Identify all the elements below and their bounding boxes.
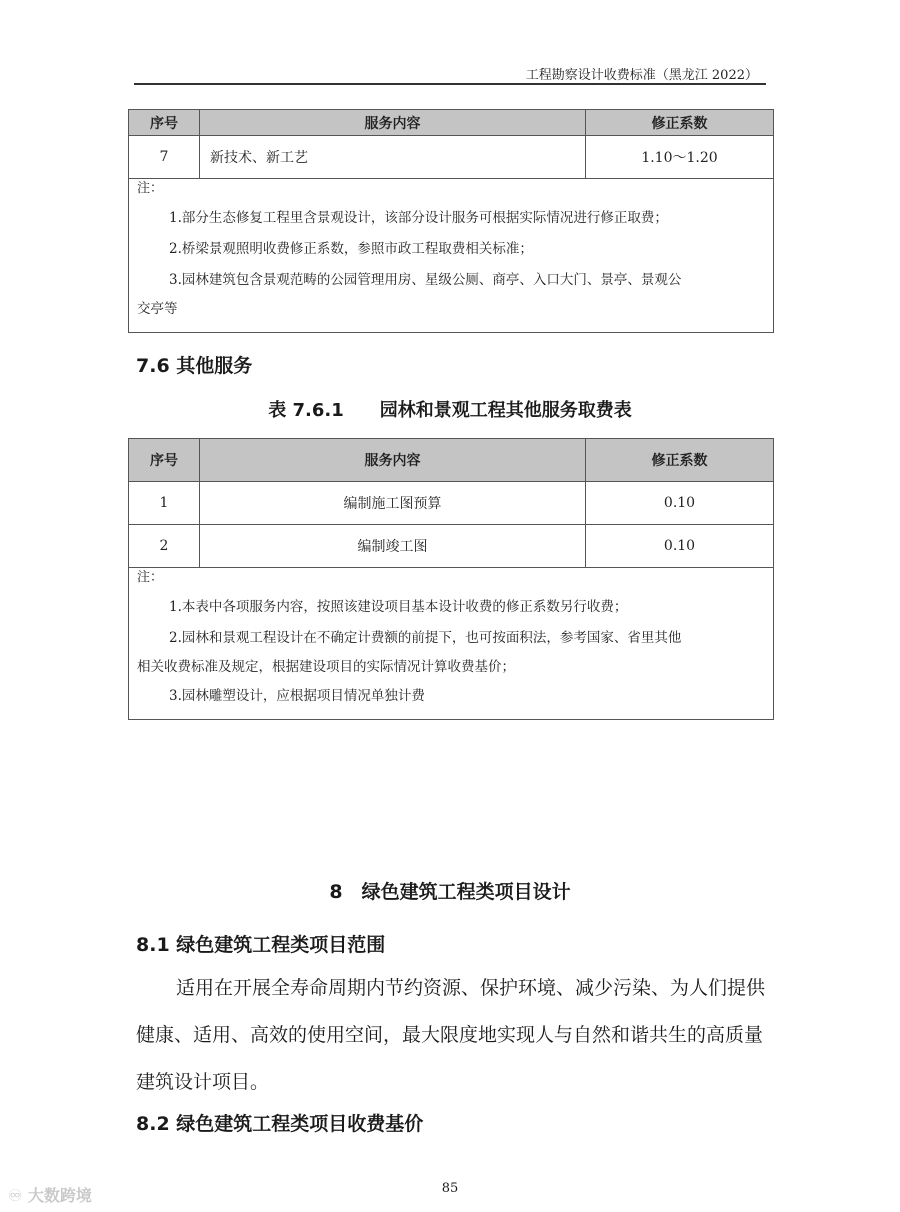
col-header-coef: 修正系数	[586, 110, 774, 136]
table-header-row	[129, 110, 774, 136]
col-header-content: 服务内容	[200, 439, 586, 482]
chapter-heading-8: 8 绿色建筑工程类项目设计	[329, 881, 571, 903]
section-heading-8-1: 8.1 绿色建筑工程类项目范围	[136, 934, 386, 956]
cell-coef: 0.10	[586, 482, 774, 525]
body-paragraph: 适用在开展全寿命周期内节约资源、保护环境、减少污染、为人们提供健康、适用、高效的使用空间，最大限度地实现人与自然和谐共生的高质量建筑设计项目。	[136, 977, 766, 1093]
cell-no: 2	[129, 525, 200, 568]
cell-coef: 1.10～1.20	[586, 136, 774, 179]
note-item: 3.园林雕塑设计，应根据项目情况单独计费	[169, 688, 425, 704]
col-header-no: 序号	[129, 110, 200, 136]
watermark-text: 大数跨境	[27, 1186, 92, 1205]
note-item: 2.园林和景观工程设计在不确定计费额的前提下，也可按面积法，参考国家、省里其他	[169, 630, 682, 646]
header-rule	[134, 83, 766, 85]
col-header-no: 序号	[129, 439, 200, 482]
note-item: 2.桥梁景观照明收费修正系数，参照市政工程取费相关标准；	[169, 241, 533, 257]
section-heading-7-6: 7.6 其他服务	[136, 355, 253, 377]
notes-row	[129, 568, 774, 720]
note-item-continued: 相关收费标准及规定，根据建设项目的实际情况计算收费基价；	[137, 659, 515, 675]
note-item: 1.本表中各项服务内容，按照该建设项目基本设计收费的修正系数另行收费；	[169, 599, 628, 615]
note-item-continued: 交亭等	[137, 301, 178, 317]
watermark-logo-icon: ♾	[8, 1186, 28, 1205]
cell-content: 编制竣工图	[200, 525, 586, 568]
note-item: 1.部分生态修复工程里含景观设计，该部分设计服务可根据实际情况进行修正取费；	[169, 210, 668, 226]
note-item: 3.园林建筑包含景观范畴的公园管理用房、星级公厕、商亭、入口大门、景亭、景观公	[169, 272, 682, 288]
table-header-row	[129, 439, 774, 482]
table-row	[129, 136, 774, 179]
table-row	[129, 525, 774, 568]
cell-content: 新技术、新工艺	[200, 136, 586, 179]
cell-coef: 0.10	[586, 525, 774, 568]
col-header-content: 服务内容	[200, 110, 586, 136]
notes-cell	[129, 568, 774, 720]
table-row	[129, 482, 774, 525]
notes-label: 注：	[137, 570, 164, 585]
notes-cell	[129, 179, 774, 333]
page-number: 85	[441, 1181, 459, 1196]
cell-no: 1	[129, 482, 200, 525]
cell-content: 编制施工图预算	[200, 482, 586, 525]
notes-row	[129, 179, 774, 333]
cell-no: 7	[129, 136, 200, 179]
col-header-coef: 修正系数	[586, 439, 774, 482]
watermark	[8, 1183, 92, 1206]
section-heading-8-2: 8.2 绿色建筑工程类项目收费基价	[136, 1113, 424, 1135]
notes-label: 注：	[137, 181, 164, 196]
other-services-fee-table	[128, 438, 774, 720]
fee-table-continued	[128, 109, 774, 333]
table-caption: 表 7.6.1 园林和景观工程其他服务取费表	[268, 400, 632, 421]
running-header: 工程勘察设计收费标准（黑龙江 2022）	[525, 68, 758, 83]
